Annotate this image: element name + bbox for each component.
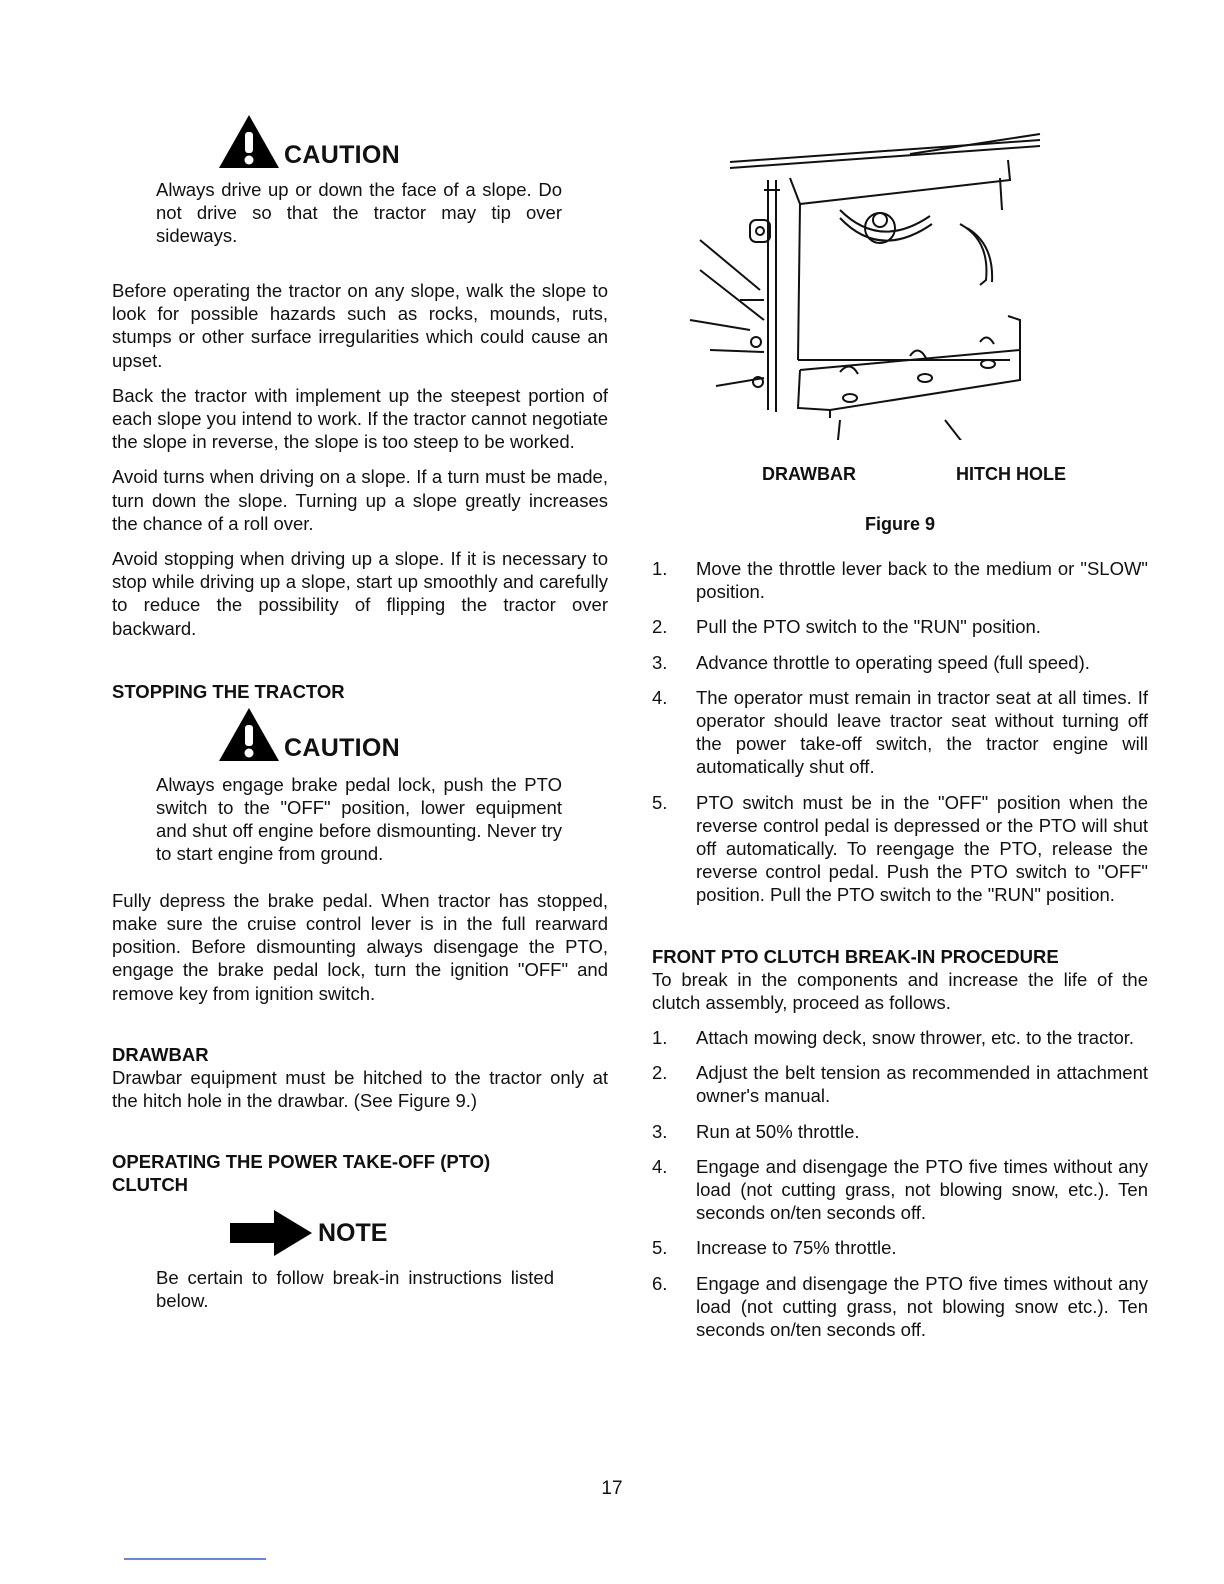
step-number: 6.: [652, 1272, 668, 1294]
step-text: Engage and disengage the PTO five times without any load (not cutting grass, not blowing snow etc.). Ten seconds on/ten seconds off.: [696, 1272, 1148, 1341]
note-text: Be certain to follow break-in instructions listed below.: [156, 1267, 554, 1312]
list-item: [652, 791, 1148, 907]
list-item: [652, 686, 1148, 779]
list-item: [652, 1272, 1148, 1342]
caution-text-2: Always engage brake pedal lock, push the PTO switch to the "OFF" position, lower equipment and shut off engine before dismounting. Never try to start engine from ground.: [156, 773, 562, 864]
drawbar-heading: DRAWBAR: [112, 1043, 209, 1065]
step-number: 3.: [652, 1120, 668, 1142]
paragraph: Before operating the tractor on any slope, walk the slope to look for possible hazards such as rocks, mounds, ruts, stumps or other surface irregularities which could cause an upset.: [112, 280, 608, 371]
figure-9: [652, 112, 1148, 484]
step-text: The operator must remain in tractor seat at all times. If operator should leave tractor seat without turning off the power take-off switch, the tractor engine will automatically shut off.: [696, 686, 1148, 778]
step-text: Advance throttle to operating speed (full speed).: [696, 651, 1090, 673]
list-item: [652, 651, 1148, 674]
page-number: 17: [601, 1478, 623, 1499]
step-number: 4.: [652, 686, 668, 708]
drawbar-illustration: [680, 120, 1080, 440]
list-item: [652, 1155, 1148, 1225]
step-text: Run at 50% throttle.: [696, 1120, 860, 1142]
list-item: [652, 557, 1148, 603]
step-number: 4.: [652, 1155, 668, 1177]
step-number: 1.: [652, 1027, 668, 1049]
step-number: 3.: [652, 651, 668, 673]
list-item: [652, 615, 1148, 638]
left-column: [112, 112, 608, 1312]
breakin-intro: To break in the components and increase the life of the clutch assembly, proceed as follows.: [652, 968, 1148, 1013]
slope-paragraphs: [112, 279, 608, 640]
note-label: NOTE: [318, 1218, 388, 1247]
step-text: Adjust the belt tension as recommended in attachment owner's manual.: [696, 1062, 1148, 1107]
step-number: 1.: [652, 558, 668, 579]
pto-heading: [112, 1150, 608, 1196]
warning-triangle-icon: [216, 112, 282, 170]
right-column: [652, 112, 1148, 1341]
step-number: 2.: [652, 1062, 668, 1084]
caution-header-1: [216, 112, 608, 170]
paragraph: Avoid stopping when driving up a slope. If it is necessary to stop while driving up a slope, start up smoothly and carefully to reduce the possibility of flipping the tractor over backward.: [112, 548, 608, 639]
caution-label-2: CAUTION: [284, 733, 400, 762]
pto-heading-line2: CLUTCH: [112, 1174, 189, 1196]
step-number: 5.: [652, 1237, 668, 1259]
warning-triangle-icon: [216, 705, 282, 763]
step-text: Pull the PTO switch to the "RUN" position.: [696, 616, 1041, 638]
caution-label-1: CAUTION: [284, 141, 400, 169]
stopping-heading: STOPPING THE TRACTOR: [112, 680, 345, 702]
step-text: Move the throttle lever back to the medium or "SLOW" position.: [696, 558, 1148, 603]
caution-text-1: Always drive up or down the face of a slope. Do not drive so that the tractor may tip over sideways.: [156, 179, 562, 246]
breakin-heading: FRONT PTO CLUTCH BREAK-IN PROCEDURE: [652, 945, 1059, 967]
arrow-right-icon: [230, 1210, 314, 1256]
note-header: [230, 1210, 608, 1256]
step-number: 5.: [652, 791, 668, 813]
step-number: 2.: [652, 616, 668, 638]
pto-heading-line1: OPERATING THE POWER TAKE-OFF (PTO): [112, 1151, 491, 1173]
breakin-steps: [652, 1026, 1148, 1341]
bottom-rule: [124, 1558, 266, 1560]
paragraph: Back the tractor with implement up the steepest portion of each slope you intend to work. If the tractor cannot negotiate the slope in reverse, the slope is too steep to be worked.: [112, 384, 608, 453]
label-hitch-hole: HITCH HOLE: [956, 464, 1066, 484]
list-item: [652, 1061, 1148, 1107]
step-text: Attach mowing deck, snow thrower, etc. to the tractor.: [696, 1027, 1135, 1049]
pto-steps: [652, 557, 1148, 907]
list-item: [652, 1236, 1148, 1259]
figure-caption: Figure 9: [864, 514, 935, 534]
stopping-body: Fully depress the brake pedal. When tractor has stopped, make sure the cruise control lever is in the full rearward position. Before dismounting always disengage the PTO, engage the brake pedal lock, turn the ignition "OFF" and remove key from ignition switch.: [112, 889, 608, 1004]
step-text: Increase to 75% throttle.: [696, 1237, 897, 1259]
list-item: [652, 1026, 1148, 1049]
caution-header-2: [216, 705, 608, 763]
drawbar-body: Drawbar equipment must be hitched to the tractor only at the hitch hole in the drawbar. (See Figure 9.): [112, 1066, 608, 1112]
step-text: PTO switch must be in the "OFF" position when the reverse control pedal is depressed or the PTO will shut off automatically. To reengage the PTO, release the reverse control pedal. Push the PTO switch to "OFF" position. Pull the PTO switch to the "RUN" position.: [696, 791, 1148, 906]
step-text: Engage and disengage the PTO five times without any load (not cutting grass, not blowing snow, etc.). Ten seconds on/ten seconds off.: [696, 1155, 1148, 1224]
list-item: [652, 1120, 1148, 1143]
label-drawbar: DRAWBAR: [762, 464, 856, 484]
paragraph: Avoid turns when driving on a slope. If a turn must be made, turn down the slope. Turning up a slope greatly increases the chance of a roll over.: [112, 466, 608, 534]
